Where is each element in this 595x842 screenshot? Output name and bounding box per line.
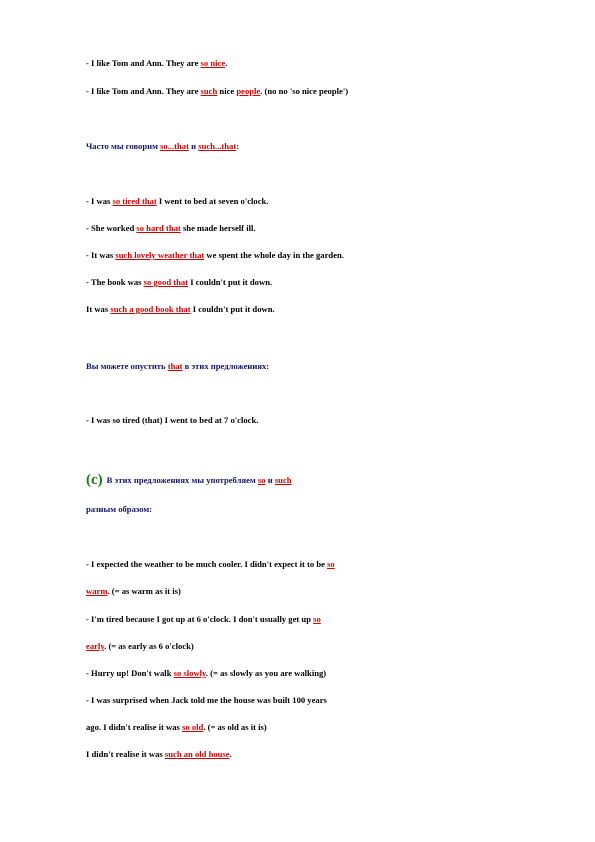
text-span: I went to bed at seven o'clock. — [156, 196, 269, 206]
text-line — [86, 86, 348, 97]
highlight-phrase: so — [327, 559, 335, 569]
highlight-phrase: so hard that — [136, 223, 181, 233]
highlight-phrase: people — [236, 86, 261, 96]
text-span: и — [188, 141, 199, 151]
highlight-phrase: so slowly — [173, 668, 206, 678]
text-span: Вы можете опустить — [86, 361, 168, 371]
text-span: we spent the whole day in the garden. — [204, 250, 344, 260]
highlight-phrase: warm — [86, 586, 108, 596]
text-span: she made herself ill. — [180, 223, 256, 233]
highlight-phrase: such lovely weather that — [115, 250, 205, 260]
text-span: . — [225, 58, 228, 68]
highlight-phrase: so good that — [143, 277, 189, 287]
text-span: - Hurry up! Don't walk — [86, 668, 174, 678]
text-span: в этих предложениях: — [182, 361, 270, 371]
text-span: I didn't realise it was — [86, 749, 165, 759]
text-line — [86, 196, 268, 207]
text-line — [86, 361, 269, 372]
text-line — [86, 614, 321, 625]
highlight-phrase: so old — [182, 722, 204, 732]
text-line — [86, 668, 326, 679]
text-span: - I was — [86, 196, 113, 206]
text-span: - I was so tired (that) I went to bed at 7 o'clock. — [86, 415, 259, 425]
text-span: - She worked — [86, 223, 137, 233]
text-line — [86, 641, 194, 652]
text-span: разным образом: — [86, 504, 153, 514]
text-line — [86, 58, 227, 69]
text-line — [86, 223, 256, 234]
highlight-phrase: such...that — [198, 141, 237, 151]
text-span: . (= as early as 6 o'clock) — [104, 641, 194, 651]
highlight-phrase: such an old house — [164, 749, 230, 759]
text-span: - It was — [86, 250, 116, 260]
text-span: - I like Tom and Ann. They are — [86, 86, 201, 96]
text-span: It was — [86, 304, 111, 314]
highlight-phrase: so nice — [200, 58, 226, 68]
text-span: I couldn't put it down. — [190, 304, 275, 314]
highlight-phrase: early — [86, 641, 105, 651]
text-span: и — [265, 475, 275, 485]
highlight-phrase: that — [167, 361, 183, 371]
highlight-phrase: so...that — [160, 141, 189, 151]
text-span: - The book was — [86, 277, 144, 287]
text-line — [86, 141, 239, 152]
section-marker: (c) — [86, 472, 103, 488]
text-span: - I was surprised when Jack told me the house was built 100 years — [86, 695, 327, 705]
text-line — [86, 415, 258, 426]
text-line — [86, 277, 272, 288]
text-line — [86, 304, 275, 315]
text-span: . — [229, 749, 232, 759]
text-span: Часто мы говорим — [86, 141, 161, 151]
text-span: I couldn't put it down. — [188, 277, 273, 287]
text-span: - I like Tom and Ann. They are — [86, 58, 201, 68]
highlight-phrase: so tired that — [112, 196, 157, 206]
text-line — [86, 722, 267, 733]
text-span: nice — [217, 86, 237, 96]
highlight-phrase: such — [274, 475, 292, 485]
text-span: В этих предложениях мы употребляем — [106, 475, 258, 485]
text-span: : — [236, 141, 240, 151]
text-span: . (= as warm as it is) — [107, 586, 181, 596]
text-span: - I expected the weather to be much cooler. I didn't expect it to be — [86, 559, 328, 569]
highlight-phrase: so — [313, 614, 321, 624]
text-line — [86, 474, 292, 486]
text-line — [86, 504, 152, 515]
highlight-phrase: so — [257, 475, 266, 485]
text-line — [86, 749, 232, 760]
text-span: ago. I didn't realise it was — [86, 722, 183, 732]
text-line — [86, 250, 344, 261]
text-span: . (= as slowly as you are walking) — [205, 668, 327, 678]
text-span: . (no no 'so nice people') — [260, 86, 349, 96]
highlight-phrase: such — [200, 86, 218, 96]
text-line — [86, 695, 327, 706]
text-line — [86, 559, 335, 570]
highlight-phrase: such a good book that — [110, 304, 191, 314]
text-line — [86, 586, 181, 597]
text-span: . (= as old as it is) — [203, 722, 267, 732]
text-span: - I'm tired because I got up at 6 o'clock. I don't usually get up — [86, 614, 314, 624]
